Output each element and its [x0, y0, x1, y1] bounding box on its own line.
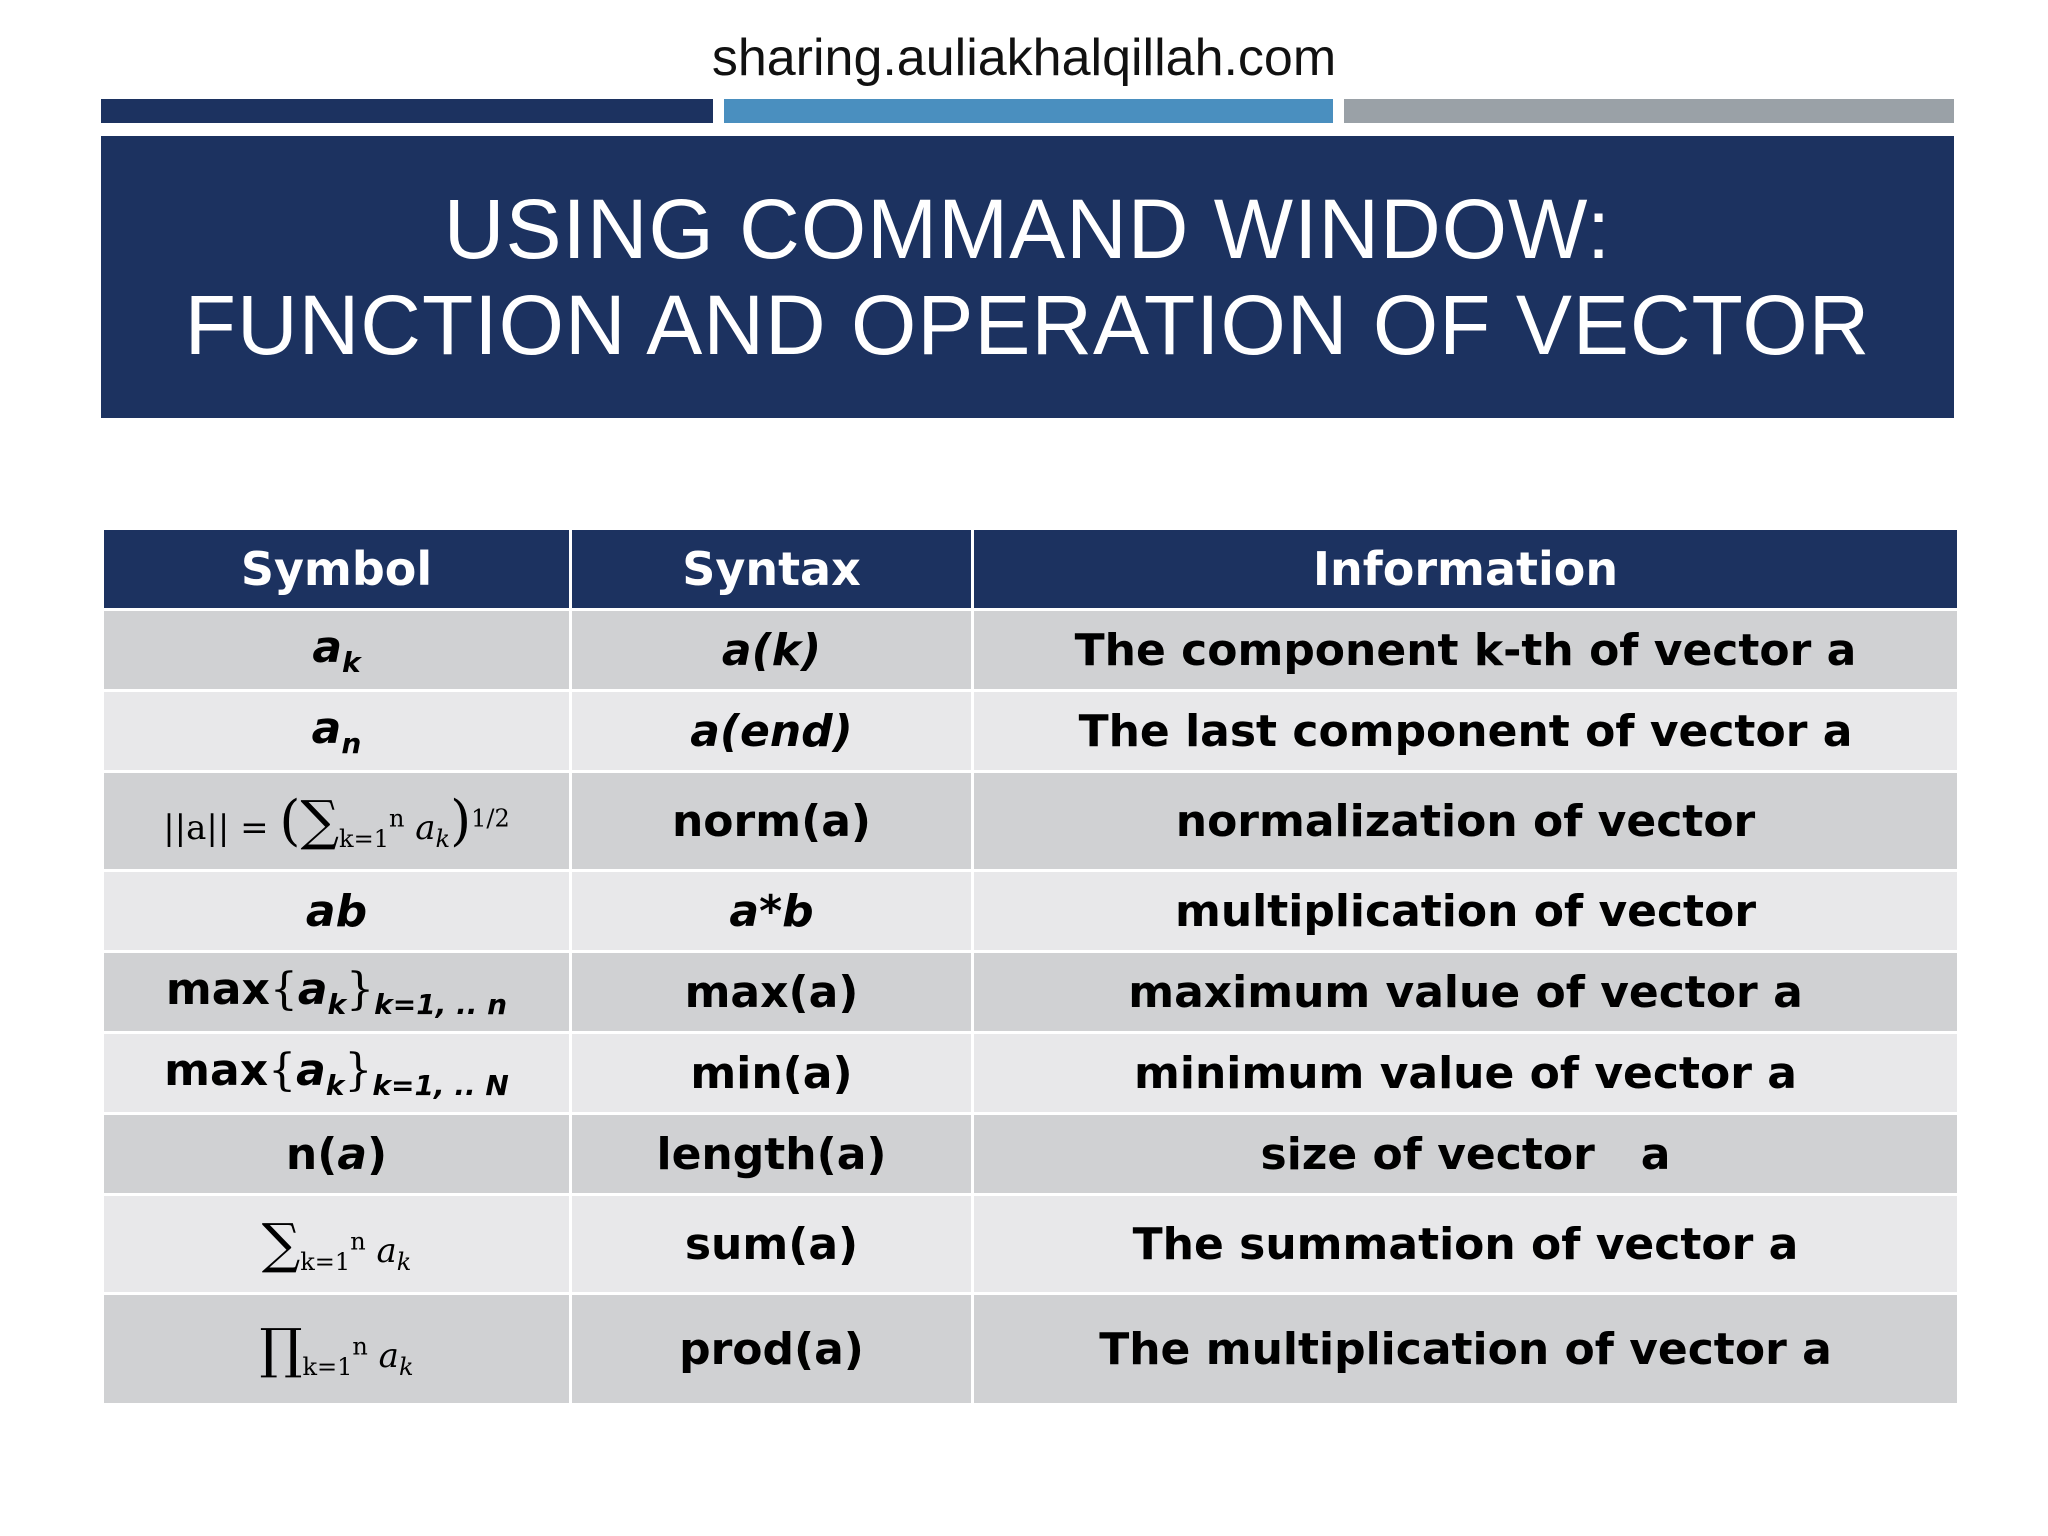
sum-term: a [415, 808, 436, 849]
header-symbol: Symbol [103, 529, 571, 610]
syntax-cell: min(a) [571, 1033, 973, 1114]
sum-upper: n [388, 804, 405, 833]
symbol-cell [103, 772, 571, 871]
table-header-row [103, 529, 1959, 610]
symbol-base: a [296, 1044, 326, 1096]
gray-bar [1344, 99, 1954, 123]
symbol-fn: max [165, 963, 270, 1015]
sum-term-sub: k [396, 1247, 412, 1276]
symbol-cell: n(a) [103, 1114, 571, 1195]
sum-term-sub: k [435, 824, 451, 853]
symbol-range: k=1, .. N [372, 1068, 509, 1102]
sum-lower: k=1 [300, 1247, 351, 1276]
info-cell: The last component of vector a [973, 691, 1959, 772]
symbol-base: a [311, 702, 342, 754]
info-cell: The summation of vector a [973, 1195, 1959, 1294]
sum-formula [261, 1212, 412, 1276]
syntax-cell: a*b [571, 871, 973, 952]
paren-open: ( [279, 789, 301, 853]
info-cell: The component k-th of vector a [973, 610, 1959, 691]
blue-bar [724, 99, 1333, 123]
product-formula [259, 1317, 414, 1381]
symbol-fn: n [285, 1128, 318, 1180]
product-lower: k=1 [302, 1352, 353, 1381]
symbol-cell [103, 1294, 571, 1405]
brace-open: { [268, 1044, 297, 1096]
norm-lhs: ||a|| = [163, 808, 269, 849]
title-line-1: USING COMMAND WINDOW: [443, 182, 1612, 276]
header-syntax: Syntax [571, 529, 973, 610]
symbol-sub: k [342, 645, 361, 679]
vector-functions-table [101, 527, 1960, 1406]
info-cell: size of vector a [973, 1114, 1959, 1195]
symbol-base: a [297, 963, 328, 1015]
table-row [103, 1195, 1959, 1294]
symbol-cell [103, 952, 571, 1033]
info-cell: normalization of vector [973, 772, 1959, 871]
norm-power: 1/2 [471, 804, 510, 833]
title-line-2: FUNCTION AND OPERATION OF VECTOR [184, 278, 1871, 372]
paren-close: ) [450, 789, 472, 853]
product-sign: ∏ [259, 1317, 303, 1381]
header-information: Information [973, 529, 1959, 610]
navy-bar [101, 99, 713, 123]
sum-sign: ∑ [300, 789, 340, 853]
symbol-sub: k [327, 987, 347, 1021]
symbol-cell [103, 610, 571, 691]
syntax-cell: prod(a) [571, 1294, 973, 1405]
product-upper: n [352, 1332, 368, 1361]
table-row [103, 1114, 1959, 1195]
table-row [103, 871, 1959, 952]
syntax-cell: a(end) [571, 691, 973, 772]
site-url: sharing.auliakhalqillah.com [711, 29, 1337, 87]
table-row [103, 952, 1959, 1033]
product-term-sub: k [398, 1352, 414, 1381]
symbol-cell [103, 691, 571, 772]
brace-close: } [346, 963, 375, 1015]
syntax-cell: norm(a) [571, 772, 973, 871]
symbol-cell [103, 1195, 571, 1294]
table-row [103, 610, 1959, 691]
sum-sign: ∑ [261, 1212, 301, 1276]
table-row [103, 691, 1959, 772]
header-decoration [101, 99, 1954, 123]
symbol-sub: n [341, 726, 362, 760]
table-row [103, 772, 1959, 871]
symbol-base: a [312, 621, 343, 673]
slide-title [101, 136, 1954, 418]
sum-lower: k=1 [339, 824, 389, 853]
syntax-cell: a(k) [571, 610, 973, 691]
sum-term: a [376, 1231, 397, 1272]
syntax-cell: length(a) [571, 1114, 973, 1195]
brace-open: { [269, 963, 298, 1015]
info-cell: minimum value of vector a [973, 1033, 1959, 1114]
symbol-cell [103, 1033, 571, 1114]
syntax-cell: max(a) [571, 952, 973, 1033]
info-cell: The multiplication of vector a [973, 1294, 1959, 1405]
sum-upper: n [350, 1227, 366, 1256]
norm-formula [163, 789, 510, 853]
symbol-sub: k [325, 1068, 345, 1102]
info-cell: multiplication of vector [973, 871, 1959, 952]
brace-close: } [344, 1044, 373, 1096]
syntax-cell: sum(a) [571, 1195, 973, 1294]
symbol-arg: a [337, 1128, 368, 1180]
info-cell: maximum value of vector a [973, 952, 1959, 1033]
table-row [103, 1033, 1959, 1114]
product-term: a [378, 1336, 399, 1377]
table-row [103, 1294, 1959, 1405]
symbol-fn: max [164, 1044, 269, 1096]
symbol-range: k=1, .. n [374, 987, 508, 1021]
symbol-cell: ab [103, 871, 571, 952]
